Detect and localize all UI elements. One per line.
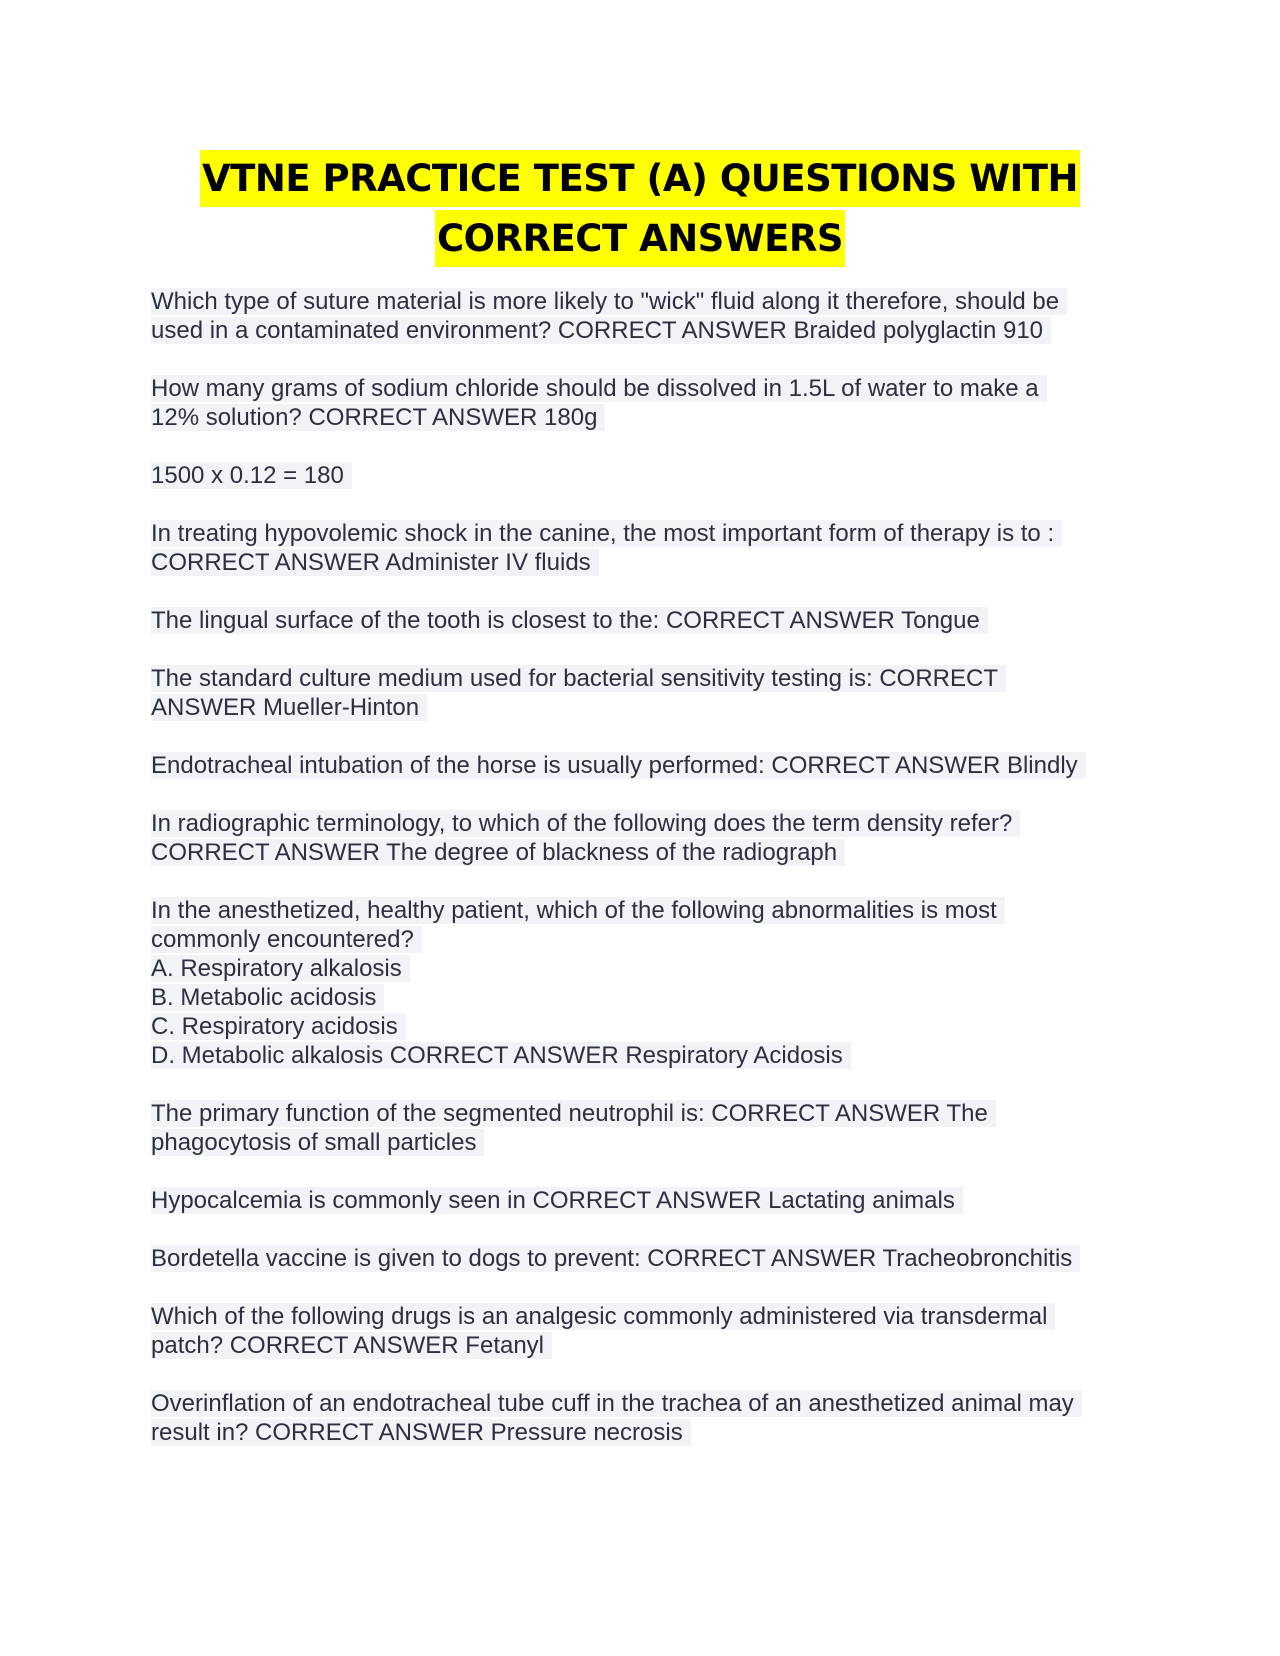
text-line: CORRECT ANSWER Administer IV fluids [151,549,599,576]
text-line: In treating hypovolemic shock in the canine, the most important form of therapy is to : [151,520,1062,547]
qa-item-8 [151,896,1151,1070]
document-title [0,150,1280,270]
text-line: commonly encountered? [151,926,422,953]
text-line: Overinflation of an endotracheal tube cuff in the trachea of an anesthetized animal may [151,1390,1082,1417]
text-line: The primary function of the segmented neutrophil is: CORRECT ANSWER The [151,1100,996,1127]
qa-item-3 [151,519,1151,577]
qa-item-1 [151,287,1151,345]
text-line: The lingual surface of the tooth is closest to the: CORRECT ANSWER Tongue [151,607,988,634]
answer-option-b: B. Metabolic acidosis [151,984,384,1011]
text-line: In radiographic terminology, to which of the following does the term density refer? [151,810,1020,837]
text-line: patch? CORRECT ANSWER Fetanyl [151,1332,552,1359]
text-line: 12% solution? CORRECT ANSWER 180g [151,404,605,431]
qa-item-2 [151,374,1151,432]
text-line: used in a contaminated environment? CORRECT ANSWER Braided polyglactin 910 [151,317,1051,344]
text-line: How many grams of sodium chloride should be dissolved in 1.5L of water to make a [151,375,1047,402]
answer-option-c: C. Respiratory acidosis [151,1013,406,1040]
calculation-note [151,461,1151,490]
text-line: CORRECT ANSWER The degree of blackness of the radiograph [151,839,845,866]
text-line: phagocytosis of small particles [151,1129,484,1156]
text-line: result in? CORRECT ANSWER Pressure necrosis [151,1419,691,1446]
answer-option-d: D. Metabolic alkalosis CORRECT ANSWER Respiratory Acidosis [151,1042,851,1069]
text-line: Which of the following drugs is an analgesic commonly administered via transdermal [151,1303,1055,1330]
text-line: In the anesthetized, healthy patient, which of the following abnormalities is most [151,897,1005,924]
qa-item-13 [151,1389,1151,1447]
qa-item-10 [151,1186,1151,1215]
title-line-1: VTNE PRACTICE TEST (A) QUESTIONS WITH [200,150,1080,207]
text-line: Bordetella vaccine is given to dogs to prevent: CORRECT ANSWER Tracheobronchitis [151,1245,1080,1272]
qa-item-11 [151,1244,1151,1273]
text-line: The standard culture medium used for bacterial sensitivity testing is: CORRECT [151,665,1006,692]
text-line: Hypocalcemia is commonly seen in CORRECT ANSWER Lactating animals [151,1187,963,1214]
answer-option-a: A. Respiratory alkalosis [151,955,410,982]
text-line: 1500 x 0.12 = 180 [151,462,352,489]
qa-item-12 [151,1302,1151,1360]
qa-item-9 [151,1099,1151,1157]
document-body [151,287,1151,1447]
title-line-2: CORRECT ANSWERS [435,210,845,267]
qa-item-4 [151,606,1151,635]
text-line: ANSWER Mueller-Hinton [151,694,427,721]
qa-item-6 [151,751,1151,780]
text-line: Endotracheal intubation of the horse is usually performed: CORRECT ANSWER Blindly [151,752,1086,779]
qa-item-7 [151,809,1151,867]
text-line: Which type of suture material is more likely to "wick" fluid along it therefore, should be [151,288,1067,315]
qa-item-5 [151,664,1151,722]
